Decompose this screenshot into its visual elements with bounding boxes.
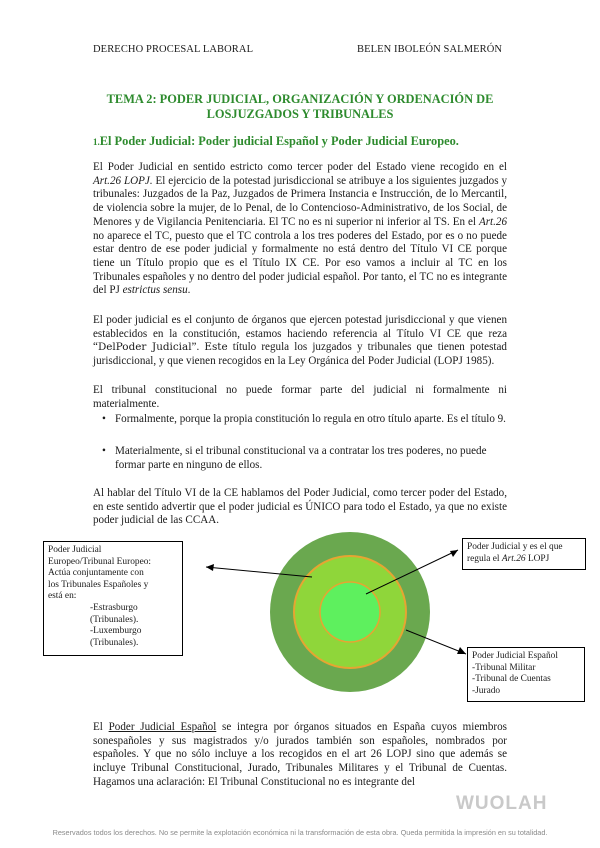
paragraph-3: El tribunal constitucional no puede formar parte del judicial ni formalmente ni materialmente. — [93, 384, 507, 410]
p1-text-g: . — [187, 284, 191, 297]
box-left-line: -Luxemburgo — [90, 626, 142, 637]
p5-text-a: El — [93, 721, 109, 733]
box-left-line: está en: — [48, 591, 77, 602]
header-author: BELEN IBOLEÓN SALMERÓN — [357, 44, 503, 55]
box-bottom-line: -Tribunal Militar — [472, 662, 536, 673]
box-top-line: Poder Judicial y es el que — [467, 542, 563, 552]
title-line-1: TEMA 2: PODER JUDICIAL, ORGANIZACIÓN Y ORDENACIÓN DE — [106, 92, 494, 106]
paragraph-5 — [93, 721, 507, 790]
bullet-item — [102, 445, 507, 472]
bullet-text: Formalmente, porque la propia constitución lo regula en otro título aparte. Es el título 9. — [115, 413, 506, 425]
p1-text-a: El Poder Judicial en sentido estricto como tercer poder del Estado viene recogido en el — [93, 161, 507, 173]
box-left-line: -Estrasburgo — [90, 602, 138, 613]
box-top-text: regula el — [467, 553, 502, 564]
p2-quote: DelPoder Judicial — [97, 341, 192, 354]
bullet-icon: • — [102, 413, 106, 425]
bullet-icon: • — [102, 445, 106, 457]
p1-ref-art26: Art.26 LOPJ. — [93, 174, 153, 187]
p5-underlined: Poder Judicial Español — [108, 721, 217, 733]
footer-notice: Reservados todos los derechos. No se permite la explotación económica ni la transformación de esta obra. Queda permitida la impresión en su totalidad. — [52, 828, 548, 837]
p2-text-c: ”. — [191, 341, 205, 354]
box-left-line: Poder Judicial — [48, 545, 102, 555]
p1-text-e: no aparece el TC, puesto que el TC controla a los tres poderes del Estado, por es o no puede estar dentro de ese poder judicial y formalmente no está dentro del Título VI CE porque tiene un Título propio que es el Título IX CE. Por eso vamos a incluir al TC en los Tribunales españoles y no dentro del poder judicial español. Por tanto, el TC no es integrante del PJ — [93, 229, 507, 297]
p2-text-a: El poder judicial es el conjunto de órganos que ejercen potestad jurisdiccional y que vienen establecidos en la constitución, estamos haciendo referencia al Título VI CE que reza “ — [93, 314, 507, 354]
paragraph-2 — [93, 314, 507, 369]
box-bottom-line: -Jurado — [472, 685, 501, 696]
p2-este: Este — [204, 341, 228, 354]
box-left-line: (Tribunales). — [90, 637, 139, 648]
box-left-line: Europeo/Tribunal Europeo: — [48, 556, 152, 567]
header-course: DERECHO PROCESAL LABORAL — [93, 44, 254, 55]
arrow-head-left — [206, 564, 214, 571]
p5-text-c: se integra por órganos situados en España cuyos miembros sonespañoles y sus magistrados y/o jurados también son españoles, nombrados por españoles. Y que no sólo incluye a los recogidos en el art 26 LOPJ sino que además se incluye Tribunal Constitucional, Jurado, Tribunales Militares y el Tribunal de Cuentas. Hagamos una aclaración: El Tribunal Constitucional no es integrante del — [93, 721, 507, 788]
section-heading-text: El Poder Judicial: Poder judicial Español y Poder Judicial Europeo. — [99, 134, 459, 148]
paragraph-4: Al hablar del Título VI de la CE hablamos del Poder Judicial, como tercer poder del Estado, en este sentido advertir que el poder judicial es ÚNICO para todo el Estado, ya que no existe poder judicial de las CCAA. — [93, 487, 507, 527]
box-left-line: Actúa conjuntamente con — [48, 568, 144, 579]
p1-latin: estrictus sensu — [122, 284, 188, 297]
box-left-line: los Tribunales Españoles y — [48, 579, 149, 590]
box-bottom-line: Poder Judicial Español — [472, 651, 558, 661]
paragraph-1 — [93, 161, 507, 298]
p2-text-e: título regula los juzgados y tribunales que tienen potestad jurisdiccional, y que vienen recogidos en la Ley Orgánica del Poder Judicial (LOPJ 1985). — [93, 341, 507, 368]
bullet-item — [102, 413, 507, 427]
wuolah-logo: WUOLAH — [456, 793, 548, 814]
page-title — [60, 92, 540, 122]
section-number: 1. — [93, 137, 100, 147]
section-heading — [93, 134, 459, 149]
box-top-ref: Art.26 — [501, 553, 526, 564]
box-judicial-power-art26 — [462, 538, 586, 570]
inner-circle — [320, 582, 380, 642]
title-line-2: LOSJUZGADOS Y TRIBUNALES — [206, 107, 394, 121]
box-spanish-judiciary — [467, 647, 585, 702]
p1-ref-art26b: Art.26 — [478, 215, 507, 228]
box-top-text: LOPJ — [525, 553, 550, 564]
box-european-judiciary — [43, 541, 183, 656]
p1-text-c: El ejercicio de la potestad jurisdiccional se atribuye a los siguientes juzgados y tribunales: Juzgados de la Paz, Juzgados de Primera Instancia e Instrucción, de lo Mercantil, de violencia sobre la mujer, de lo Penal, de lo Contencioso-Administrativo, de los Social, de Menores y de Vigilancia Penitenciaria. El TC no es ni superior ni inferior al TS. En el — [93, 174, 507, 228]
box-left-line: (Tribunales). — [90, 614, 139, 625]
box-top-line — [467, 554, 581, 566]
box-bottom-line: -Tribunal de Cuentas — [472, 674, 551, 685]
bullet-text: Materialmente, si el tribunal constitucional va a contratar los tres poderes, no puede formar parte en ninguno de ellos. — [115, 445, 487, 471]
